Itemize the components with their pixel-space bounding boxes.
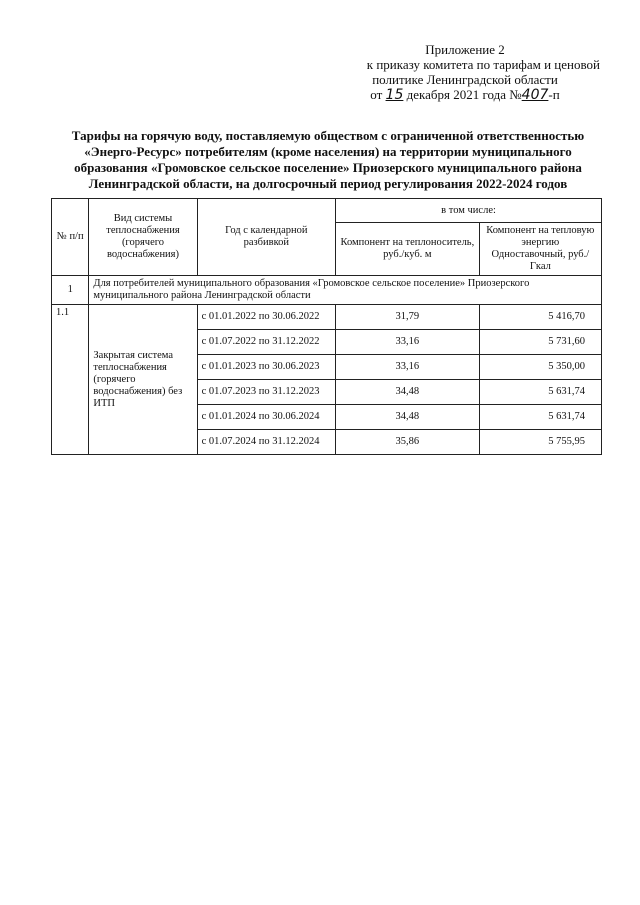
carrier-cell: 33,16 (336, 355, 480, 380)
order-suffix: -п (548, 87, 560, 102)
period-cell: с 01.07.2022 по 31.12.2022 (197, 330, 336, 355)
period-cell: с 01.01.2023 по 30.06.2023 (197, 355, 336, 380)
header-row (52, 199, 602, 223)
period-cell: с 01.01.2022 по 30.06.2022 (197, 305, 336, 330)
energy-cell: 5 631,74 (479, 405, 601, 430)
document-title: Тарифы на горячую воду, поставляемую обществом с ограниченной ответственностью «Энерго-Ресурс» потребителям (кроме населения) на территории муниципального образования «Громовское сельское поселение» Приозерского муниципального района Ленинградской области, на долгосрочный период регулирования 2022-2024 годов (71, 128, 585, 191)
period-cell: с 01.07.2024 по 31.12.2024 (197, 430, 336, 455)
section-num: 1 (52, 276, 89, 305)
appendix-order-ref: к приказу комитета по тарифам и ценовой (366, 57, 600, 72)
energy-cell: 5 731,60 (479, 330, 601, 355)
item-num: 1.1 (52, 305, 89, 455)
item-system: Закрытая система теплоснабжения (горячего водоснабжения) без ИТП (89, 305, 197, 455)
carrier-cell: 34,48 (336, 380, 480, 405)
appendix-committee: политике Ленинградской области (372, 72, 558, 87)
period-cell: с 01.07.2023 по 31.12.2023 (197, 380, 336, 405)
period-cell: с 01.01.2024 по 30.06.2024 (197, 405, 336, 430)
energy-cell: 5 416,70 (479, 305, 601, 330)
header-num: № п/п (52, 199, 89, 276)
order-number: 407 (521, 87, 549, 103)
energy-cell: 5 755,95 (479, 430, 601, 455)
header-period: Год с календарной разбивкой (197, 199, 336, 276)
appendix-label: Приложение 2 (425, 42, 505, 57)
header-including: в том числе: (336, 199, 602, 223)
header-energy: Компонент на тепловую энергию Одноставочный, руб./Гкал (479, 223, 601, 276)
header-system: Вид системы теплоснабжения (горячего водоснабжения) (89, 199, 197, 276)
date-prefix: от (370, 87, 383, 102)
energy-cell: 5 631,74 (479, 380, 601, 405)
date-day: 15 (385, 87, 404, 103)
appendix-header (330, 42, 600, 103)
section-text: Для потребителей муниципального образования «Громовское сельское поселение» Приозерского муниципального района Ленинградской области (89, 276, 602, 305)
section-row (52, 276, 602, 305)
table-row (52, 305, 602, 330)
carrier-cell: 35,86 (336, 430, 480, 455)
appendix-date (330, 87, 600, 103)
header-carrier: Компонент на теплоноситель, руб./куб. м (336, 223, 480, 276)
carrier-cell: 31,79 (336, 305, 480, 330)
carrier-cell: 33,16 (336, 330, 480, 355)
energy-cell: 5 350,00 (479, 355, 601, 380)
tariff-table (51, 198, 602, 455)
carrier-cell: 34,48 (336, 405, 480, 430)
date-mid: декабря 2021 года № (406, 87, 522, 102)
